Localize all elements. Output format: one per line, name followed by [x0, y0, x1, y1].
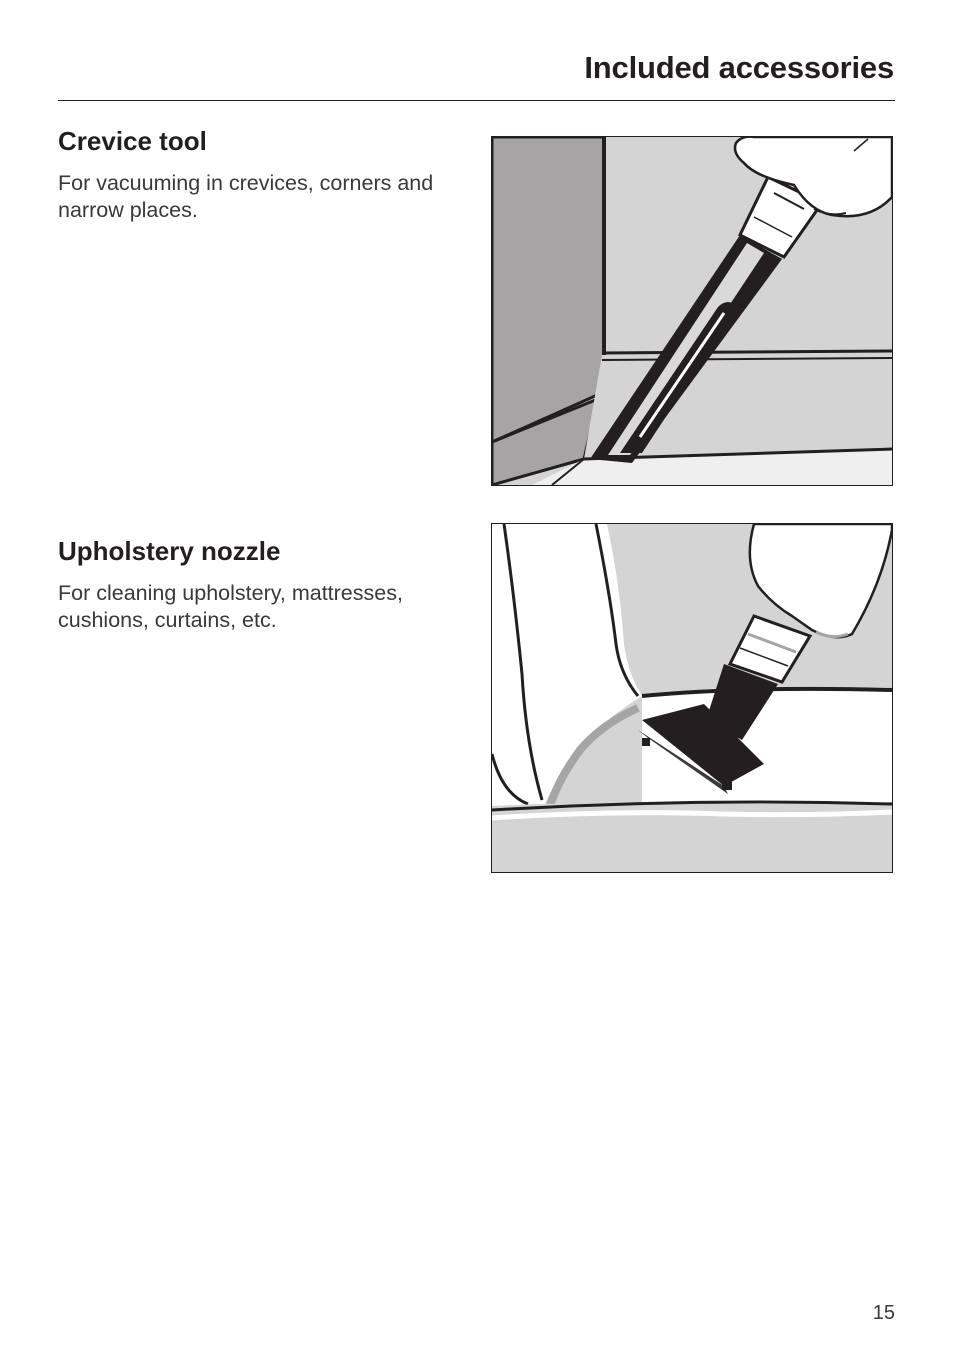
crevice-tool-heading: Crevice tool [58, 126, 207, 156]
page-title: Included accessories [584, 50, 894, 85]
title-divider [58, 100, 895, 101]
crevice-tool-description: For vacuuming in crevices, corners and narrow places. [58, 171, 434, 222]
upholstery-nozzle-illustration [491, 523, 893, 873]
page-number: 15 [872, 1302, 895, 1324]
upholstery-nozzle-description: For cleaning upholstery, mattresses, cushions, curtains, etc. [58, 581, 403, 632]
crevice-tool-illustration [491, 136, 893, 486]
upholstery-nozzle-heading: Upholstery nozzle [58, 536, 281, 566]
